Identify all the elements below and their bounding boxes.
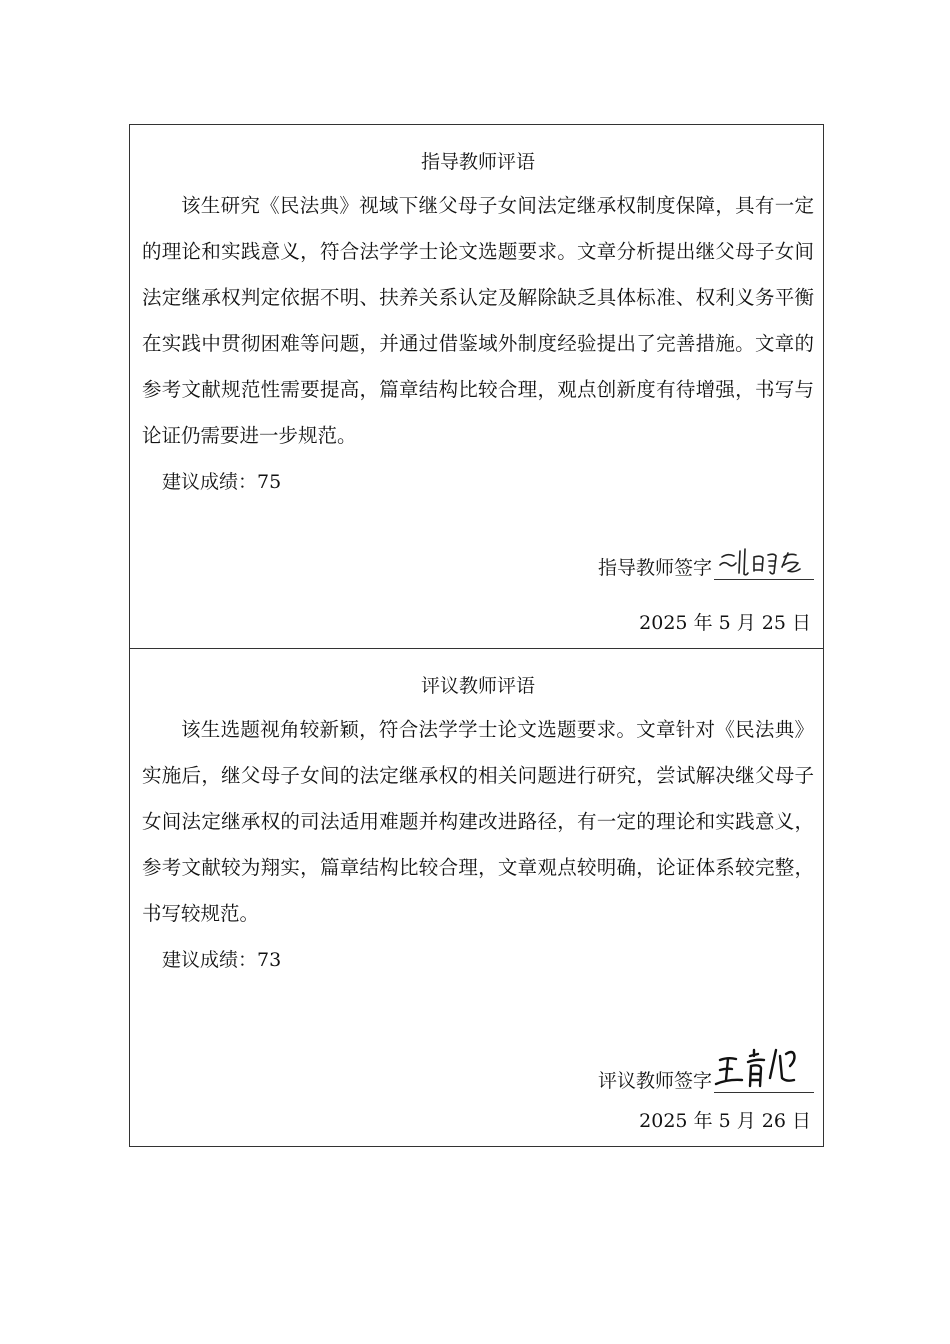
supervisor-grade-value: 75 bbox=[257, 471, 282, 493]
reviewer-title: 评议教师评语 bbox=[420, 675, 535, 697]
supervisor-comment: 该生研究《民法典》视域下继父母子女间法定继承权制度保障，具有一定的理论和实践意义，符合法学学士论文选题要求。文章分析提出继父母子女间法定继承权判定依据不明、扶养关系认定及解除缺乏具体标准、权利义务平衡在实践中贯彻困难等问题，并通过借鉴域外制度经验提出了完善措施。文章的参考文献规范性需要提高，篇章结构比较合理，观点创新度有待增强，书写与论证仍需要进一步规范。 bbox=[142, 194, 814, 447]
reviewer-signature bbox=[714, 1044, 814, 1093]
supervisor-grade-label: 建议成绩： bbox=[162, 471, 258, 493]
supervisor-signature bbox=[714, 543, 814, 580]
supervisor-section bbox=[130, 125, 823, 649]
reviewer-grade-value: 73 bbox=[257, 949, 282, 971]
supervisor-grade bbox=[142, 459, 814, 505]
reviewer-signature-line bbox=[598, 1044, 814, 1093]
reviewer-section bbox=[130, 649, 823, 1146]
reviewer-grade bbox=[142, 937, 814, 983]
reviewer-date: 2025 年 5 月 26 日 bbox=[639, 1110, 811, 1132]
reviewer-grade-label: 建议成绩： bbox=[162, 949, 258, 971]
evaluation-form bbox=[129, 124, 824, 1147]
supervisor-title: 指导教师评语 bbox=[420, 151, 535, 173]
supervisor-signature-line bbox=[598, 543, 814, 580]
supervisor-signature-handwriting bbox=[714, 543, 814, 579]
reviewer-comment: 该生选题视角较新颖，符合法学学士论文选题要求。文章针对《民法典》实施后，继父母子女间的法定继承权的相关问题进行研究，尝试解决继父母子女间法定继承权的司法适用难题并构建改进路径，有一定的理论和实践意义，参考文献较为翔实，篇章结构比较合理，文章观点较明确，论证体系较完整，书写较规范。 bbox=[142, 718, 814, 925]
supervisor-date: 2025 年 5 月 25 日 bbox=[639, 612, 811, 634]
supervisor-signature-label: 指导教师签字 bbox=[597, 557, 712, 579]
reviewer-signature-handwriting bbox=[714, 1044, 814, 1092]
reviewer-signature-label: 评议教师签字 bbox=[597, 1070, 712, 1092]
